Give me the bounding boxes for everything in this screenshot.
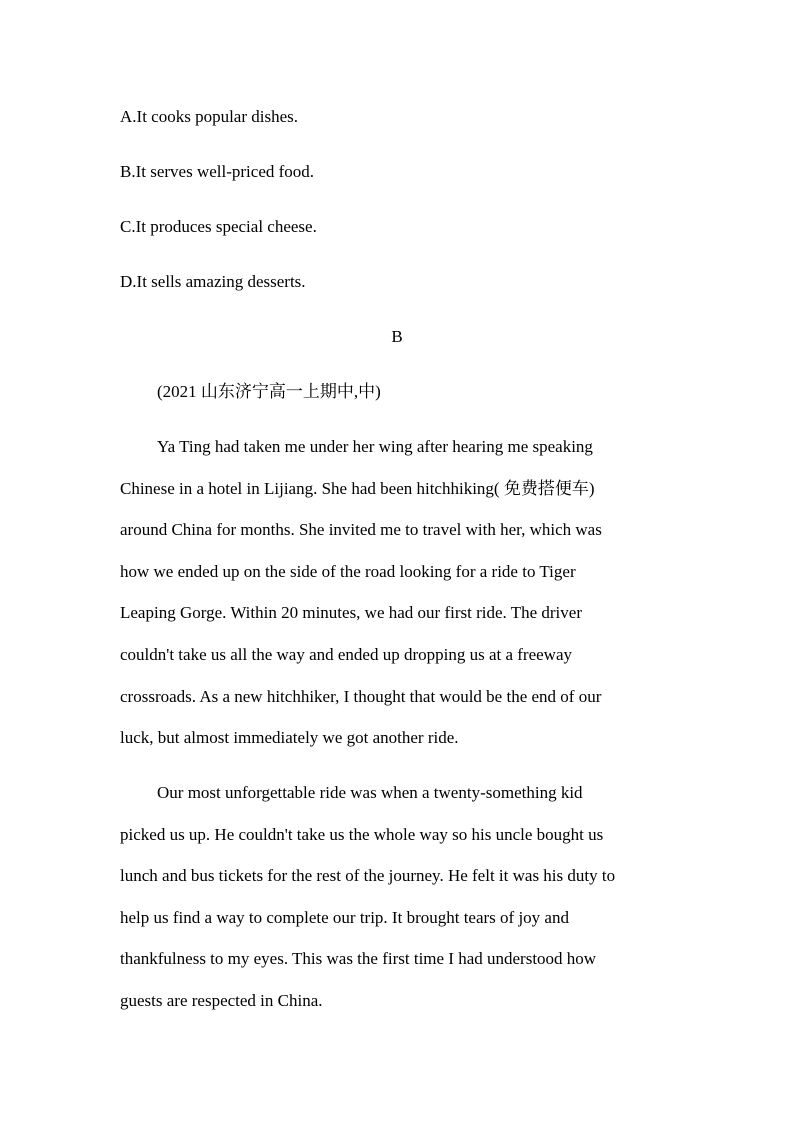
paragraph-line: Ya Ting had taken me under her wing after hearing me speaking [157, 437, 593, 456]
answer-option-d: D.It sells amazing desserts. [120, 272, 306, 291]
passage-paragraph-2 [120, 772, 680, 1022]
answer-option-b: B.It serves well-priced food. [120, 162, 315, 181]
paragraph-line: luck, but almost immediately we got another ride. [120, 728, 459, 748]
section-label: B [391, 327, 403, 346]
paragraph-line: picked us up. He couldn't take us the whole way so his uncle bought us [120, 824, 604, 844]
paragraph-line: guests are respected in China. [120, 990, 323, 1010]
paragraph-line: Leaping Gorge. Within 20 minutes, we had our first ride. The driver [120, 603, 582, 623]
paragraph-line: help us find a way to complete our trip. It brought tears of joy and [120, 907, 569, 927]
paragraph-line: crossroads. As a new hitchhiker, I thought that would be the end of our [120, 686, 602, 706]
paragraph-line: Our most unforgettable ride was when a twenty-something kid [157, 783, 583, 802]
paragraph-line: Chinese in a hotel in Lijiang. She had been hitchhiking( 免费搭便车) [120, 478, 595, 498]
paragraph-line: lunch and bus tickets for the rest of the journey. He felt it was his duty to [120, 866, 616, 886]
answer-option-c: C.It produces special cheese. [120, 217, 317, 236]
paragraph-line: thankfulness to my eyes. This was the first time I had understood how [120, 949, 597, 969]
passage-source: (2021 山东济宁高一上期中,中) [157, 382, 381, 401]
paragraph-line: how we ended up on the side of the road looking for a ride to Tiger [120, 561, 576, 581]
passage-paragraph-1 [120, 426, 680, 759]
paragraph-line: couldn't take us all the way and ended up dropping us at a freeway [120, 644, 573, 664]
paragraph-line: around China for months. She invited me to travel with her, which was [120, 520, 602, 540]
answer-option-a: A.It cooks popular dishes. [120, 107, 299, 126]
